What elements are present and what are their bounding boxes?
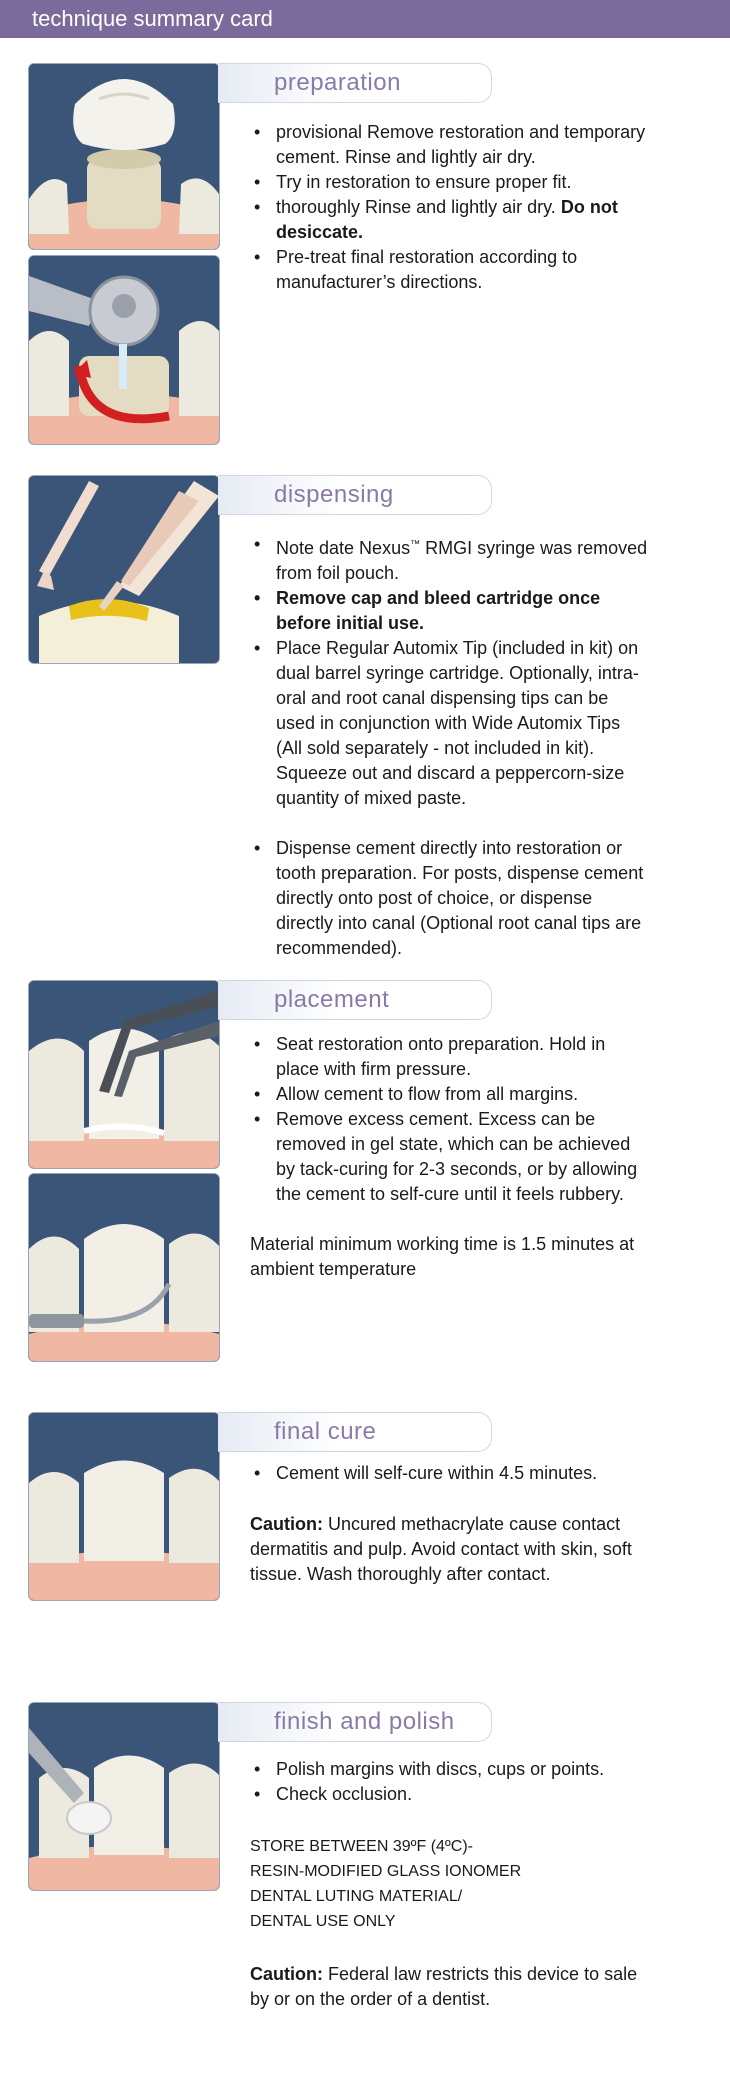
preparation-image-handpiece xyxy=(28,255,220,445)
placement-title: placement xyxy=(274,986,390,1013)
preparation-list xyxy=(250,120,650,295)
trademark-symbol: ™ xyxy=(410,539,421,550)
final-cure-image-teeth xyxy=(28,1412,220,1601)
storage-line: DENTAL LUTING MATERIAL/ xyxy=(250,1888,463,1905)
final-cure-title: final cure xyxy=(274,1418,377,1445)
page-header xyxy=(0,0,730,38)
finish-polish-instructions xyxy=(250,1757,650,2012)
placement-image-scaler xyxy=(28,1173,220,1362)
list-item: • Try in restoration to ensure proper fit. xyxy=(250,170,650,195)
list-item: • Polish margins with discs, cups or points. xyxy=(250,1757,650,1782)
dispensing-image-syringe xyxy=(28,475,220,664)
storage-line: RESIN-MODIFIED GLASS IONOMER xyxy=(250,1863,522,1880)
final-cure-list xyxy=(250,1461,650,1486)
placement-image-tweezers xyxy=(28,980,220,1169)
dispensing-list xyxy=(250,532,650,811)
warning-text: Do not desiccate. xyxy=(276,197,618,242)
page-title: technique summary card xyxy=(32,6,273,31)
preparation-image-crown xyxy=(28,63,220,250)
caution-note xyxy=(250,1512,650,1587)
caution-label: Caution: xyxy=(250,1514,323,1534)
storage-info xyxy=(250,1834,650,1934)
preparation-instructions xyxy=(250,120,650,295)
placement-list xyxy=(250,1032,650,1207)
dispensing-instructions xyxy=(250,532,650,961)
finish-polish-title: finish and polish xyxy=(274,1708,455,1735)
list-item xyxy=(250,532,650,586)
list-item: • Place Regular Automix Tip (included in kit) on dual barrel syringe cartridge. Optionally, intra-oral and root canal dispensing tips can be used in conjunction with Wide Automix Tips (All sold separately - not included in kit). Squeeze out and discard a peppercorn-size quantity of mixed paste. xyxy=(250,636,650,811)
list-item: • Remove cap and bleed cartridge once before initial use. xyxy=(250,586,650,636)
list-item: • Pre-treat final restoration according to manufacturer’s directions. xyxy=(250,245,650,295)
list-item: • Dispense cement directly into restoration or tooth preparation. For posts, dispense cement directly onto post of choice, or dispense directly into canal (Optional root canal tips are recommended). xyxy=(250,836,650,961)
dispensing-list-2 xyxy=(250,836,650,961)
finish-polish-list xyxy=(250,1757,650,1807)
list-item: • Allow cement to flow from all margins. xyxy=(250,1082,650,1107)
storage-line: DENTAL USE ONLY xyxy=(250,1913,396,1930)
list-item-text: Note date Nexus xyxy=(276,538,411,558)
finish-polish-image-disc xyxy=(28,1702,220,1891)
final-cure-instructions xyxy=(250,1461,650,1587)
list-item xyxy=(250,195,650,245)
caution-label: Caution: xyxy=(250,1964,323,1984)
storage-line: STORE BETWEEN 39ºF (4ºC)- xyxy=(250,1838,473,1855)
list-item: • Cement will self-cure within 4.5 minutes. xyxy=(250,1461,650,1486)
dispensing-title: dispensing xyxy=(274,481,394,508)
list-item: • Remove excess cement. Excess can be removed in gel state, which can be achieved by tack-curing for 2-3 seconds, or by allowing the cement to self-cure until it feels rubbery. xyxy=(250,1107,650,1207)
working-time-note: Material minimum working time is 1.5 minutes at ambient temperature xyxy=(250,1234,635,1279)
list-item: • Seat restoration onto preparation. Hold in place with firm pressure. xyxy=(250,1032,650,1082)
preparation-title: preparation xyxy=(274,69,401,96)
list-item: • provisional Remove restoration and temporary cement. Rinse and lightly air dry. xyxy=(250,120,650,170)
list-item-text: thoroughly Rinse and lightly air dry. xyxy=(276,197,556,217)
caution-text: Uncured methacrylate cause contact dermatitis and pulp. Avoid contact with skin, soft tissue. Wash thoroughly after contact. xyxy=(250,1514,632,1584)
list-item: • Check occlusion. xyxy=(250,1782,650,1807)
placement-instructions xyxy=(250,1032,650,1282)
caution-text: Federal law restricts this device to sale by or on the order of a dentist. xyxy=(250,1964,638,2009)
caution-note xyxy=(250,1962,650,2012)
list-item-text: RMGI syringe was removed from foil pouch. xyxy=(276,538,648,583)
